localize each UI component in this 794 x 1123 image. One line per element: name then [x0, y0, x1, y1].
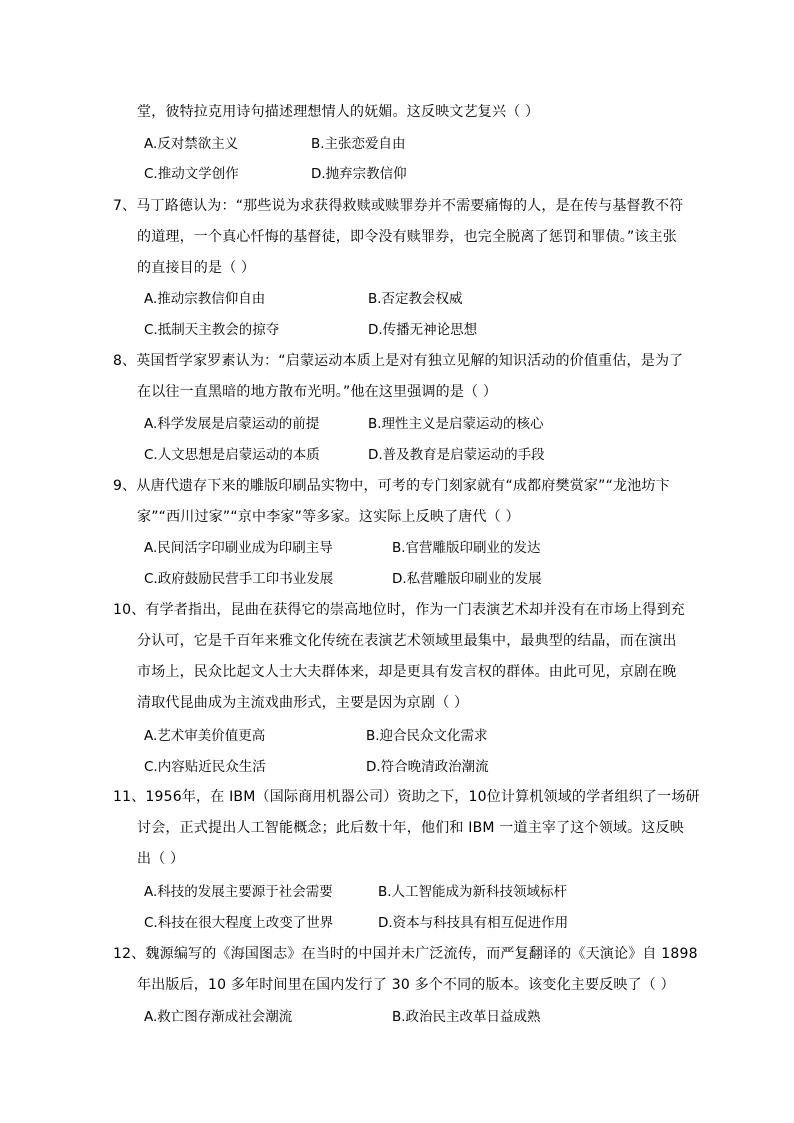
- q6-option-a: A.反对禁欲主义: [144, 136, 239, 152]
- q11-stem-line: 出（ ）: [137, 851, 185, 867]
- q7-option-d: D.传播无神论思想: [368, 322, 478, 338]
- q12-option-a: A.救亡图存渐成社会潮流: [144, 1009, 293, 1025]
- question-6-text: 堂，彼特拉克用诗句描述理想情人的妩媚。这反映文艺复兴（ ）: [137, 104, 540, 120]
- q12-stem: 12、魏源编写的《海国图志》在当时的中国并未广泛流传，而严复翻译的《天演论》自 1898: [113, 946, 698, 962]
- q7-stem-line: 的道理，一个真心忏悔的基督徒，即令没有赎罪券，也完全脱离了惩罚和罪债。”该主张: [137, 229, 678, 245]
- q7-stem: 7、马丁路德认为：“那些说为求获得救赎或赎罪券并不需要痛悔的人，是在传与基督教不符: [113, 198, 684, 214]
- q10-stem-line: 清取代昆曲成为主流戏曲形式，主要是因为京剧（ ）: [137, 695, 469, 711]
- q11-stem: 11、1956年，在 IBM（国际商用机器公司）资助之下，10位计算机领域的学者组织了一场研: [113, 789, 700, 805]
- q10-stem-line: 分认可，它是千百年来雅文化传统在表演艺术领域里最集中，最典型的结晶，而在演出: [137, 633, 677, 649]
- q8-stem: 8、英国哲学家罗素认为：“启蒙运动本质上是对有独立见解的知识活动的价值重估，是为了: [113, 353, 684, 369]
- q9-stem: 9、从唐代遗存下来的雕版印刷品实物中，可考的专门刻家就有“成都府樊赏家”“龙池坊卞: [113, 478, 670, 494]
- q10-option-d: D.符合晚清政治潮流: [366, 759, 489, 775]
- q9-option-d: D.私营雕版印刷业的发展: [392, 571, 542, 587]
- q7-option-b: B.否定教会权威: [368, 291, 463, 307]
- q9-option-c: C.政府鼓励民营手工印书业发展: [144, 571, 334, 587]
- q10-stem-line: 市场上，民众比起文人士大夫群体来，却是更具有发言权的群体。由此可见，京剧在晚: [137, 664, 677, 680]
- q12-stem-line: 年出版后，10 多年时间里在国内发行了 30 多个不同的版本。该变化主要反映了（ ）: [137, 977, 675, 993]
- q6-option-d: D.抛弃宗教信仰: [311, 166, 407, 182]
- q12-option-b: B.政治民主改革日益成熟: [392, 1009, 541, 1025]
- q11-option-a: A.科技的发展主要源于社会需要: [144, 884, 333, 900]
- q10-option-a: A.艺术审美价值更高: [144, 728, 266, 744]
- q6-option-b: B.主张恋爱自由: [311, 136, 406, 152]
- q10-stem: 10、有学者指出，昆曲在获得它的崇高地位时，作为一门表演艺术却并没有在市场上得到充: [113, 602, 686, 618]
- q7-option-a: A.推动宗教信仰自由: [144, 291, 266, 307]
- q9-option-a: A.民间活字印刷业成为印刷主导: [144, 540, 333, 556]
- q11-option-d: D.资本与科技具有相互促进作用: [378, 915, 569, 931]
- q7-stem-line: 的直接目的是（ ）: [137, 260, 256, 276]
- q8-option-d: D.普及教育是启蒙运动的手段: [368, 447, 545, 463]
- q10-option-b: B.迎合民众文化需求: [366, 728, 488, 744]
- q8-option-b: B.理性主义是启蒙运动的核心: [368, 416, 544, 432]
- q11-stem-line: 讨会，正式提出人工智能概念；此后数十年，他们和 IBM 一道主宰了这个领域。这反映: [137, 820, 684, 836]
- q9-option-b: B.官营雕版印刷业的发达: [392, 540, 541, 556]
- q8-option-c: C.人文思想是启蒙运动的本质: [144, 447, 320, 463]
- q11-option-c: C.科技在很大程度上改变了世界: [144, 915, 334, 931]
- q9-stem-line: 家”“西川过家”“京中李家”等多家。这实际上反映了唐代（ ）: [137, 509, 520, 525]
- q10-option-c: C.内容贴近民众生活: [144, 759, 266, 775]
- q8-option-a: A.科学发展是启蒙运动的前提: [144, 416, 320, 432]
- q7-option-c: C.抵制天主教会的掠夺: [144, 322, 280, 338]
- q11-option-b: B.人工智能成为新科技领域标杆: [378, 884, 568, 900]
- q6-option-c: C.推动文学创作: [144, 166, 239, 182]
- q8-stem-line: 在以往一直黑暗的地方散布光明。”他在这里强调的是（ ）: [137, 384, 498, 400]
